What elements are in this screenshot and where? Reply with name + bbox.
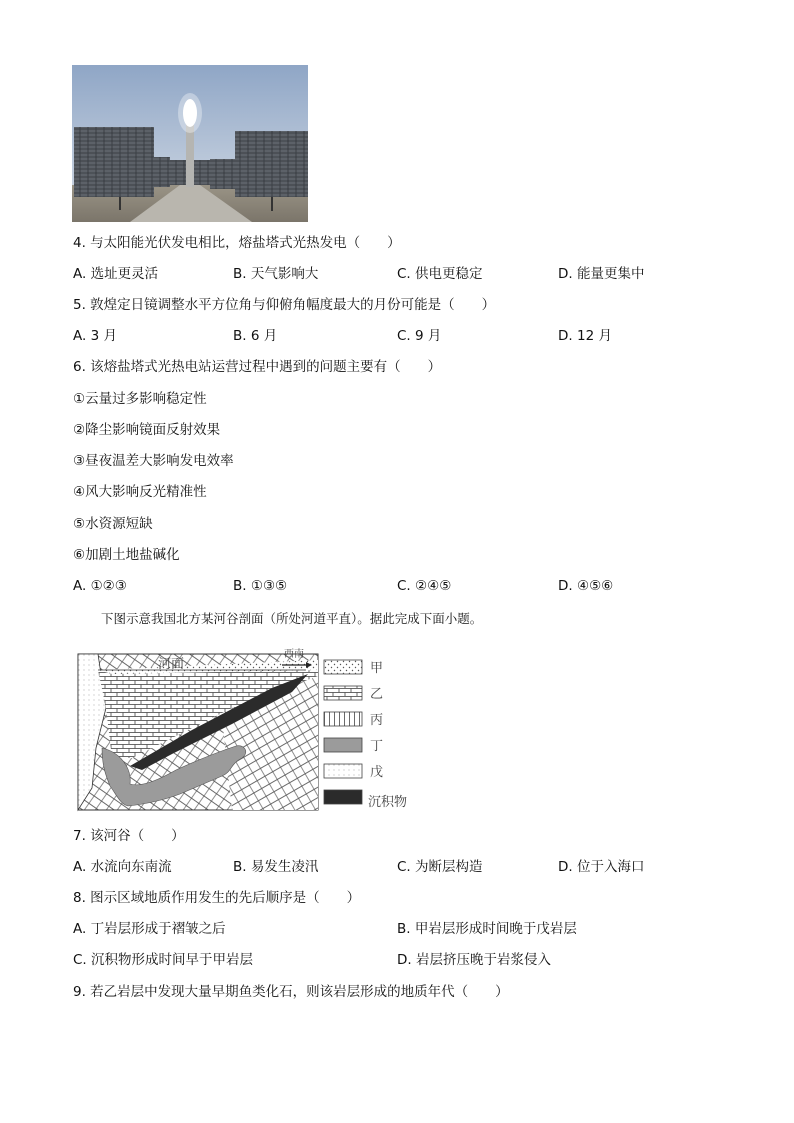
- question-6-item-5: ⑤水资源短缺: [73, 516, 153, 532]
- river-surface-label: 河面: [158, 657, 185, 672]
- section-intro: 下图示意我国北方某河谷剖面（所处河道平直）。据此完成下面小题。: [101, 611, 483, 626]
- question-4-option-b[interactable]: B. 天气影响大: [233, 266, 319, 282]
- legend-jia: 甲: [370, 661, 384, 676]
- question-4-option-c[interactable]: C. 供电更稳定: [397, 266, 483, 282]
- legend-ding: 丁: [370, 739, 384, 754]
- legend: [324, 660, 407, 810]
- question-6-option-a[interactable]: A. ①②③: [73, 578, 127, 594]
- question-6-item-2: ②降尘影响镜面反射效果: [73, 422, 221, 438]
- question-7-option-b[interactable]: B. 易发生凌汛: [233, 859, 319, 875]
- question-5-stem: 5. 敦煌定日镜调整水平方位角与仰俯角幅度最大的月份可能是（ ）: [73, 297, 496, 313]
- question-6-stem: 6. 该熔盐塔式光热电站运营过程中遇到的问题主要有（ ）: [73, 359, 442, 375]
- question-8-option-b[interactable]: B. 甲岩层形成时间晚于戊岩层: [397, 921, 577, 937]
- question-9-stem: 9. 若乙岩层中发现大量早期鱼类化石，则该岩层形成的地质年代（ ）: [73, 984, 509, 1000]
- question-6-option-b[interactable]: B. ①③⑤: [233, 578, 288, 594]
- question-6-option-d[interactable]: D. ④⑤⑥: [558, 578, 614, 594]
- question-6-item-3: ③昼夜温差大影响发电效率: [73, 453, 234, 469]
- question-8-option-c[interactable]: C. 沉积物形成时间早于甲岩层: [73, 952, 254, 968]
- question-5-option-a[interactable]: A. 3 月: [73, 328, 117, 344]
- question-8-option-d[interactable]: D. 岩层挤压晚于岩浆侵入: [397, 952, 551, 968]
- question-8-option-a[interactable]: A. 丁岩层形成于褶皱之后: [73, 921, 226, 937]
- question-6-option-c[interactable]: C. ②④⑤: [397, 578, 452, 594]
- question-6-item-4: ④风大影响反光精准性: [73, 484, 207, 500]
- legend-yi: 乙: [370, 687, 384, 702]
- question-5-option-c[interactable]: C. 9 月: [397, 328, 442, 344]
- question-7-option-d[interactable]: D. 位于入海口: [558, 859, 645, 875]
- question-5-option-d[interactable]: D. 12 月: [558, 328, 612, 344]
- solar-tower-photo: [72, 65, 308, 222]
- legend-wu: 戊: [370, 765, 384, 780]
- direction-label: 西南: [284, 649, 304, 660]
- question-8-stem: 8. 图示区域地质作用发生的先后顺序是（ ）: [73, 890, 361, 906]
- river-valley-cross-section: [72, 648, 418, 814]
- question-6-item-1: ①云量过多影响稳定性: [73, 391, 207, 407]
- question-4-option-a[interactable]: A. 选址更灵活: [73, 266, 159, 282]
- question-7-stem: 7. 该河谷（ ）: [73, 828, 185, 844]
- question-6-item-6: ⑥加剧土地盐碱化: [73, 547, 180, 563]
- question-4-stem: 4. 与太阳能光伏发电相比，熔盐塔式光热发电（ ）: [73, 235, 401, 251]
- legend-sediment: 沉积物: [368, 795, 408, 810]
- question-7-option-a[interactable]: A. 水流向东南流: [73, 859, 172, 875]
- question-4-option-d[interactable]: D. 能量更集中: [558, 266, 645, 282]
- question-5-option-b[interactable]: B. 6 月: [233, 328, 278, 344]
- question-7-option-c[interactable]: C. 为断层构造: [397, 859, 483, 875]
- legend-bing: 丙: [370, 713, 384, 728]
